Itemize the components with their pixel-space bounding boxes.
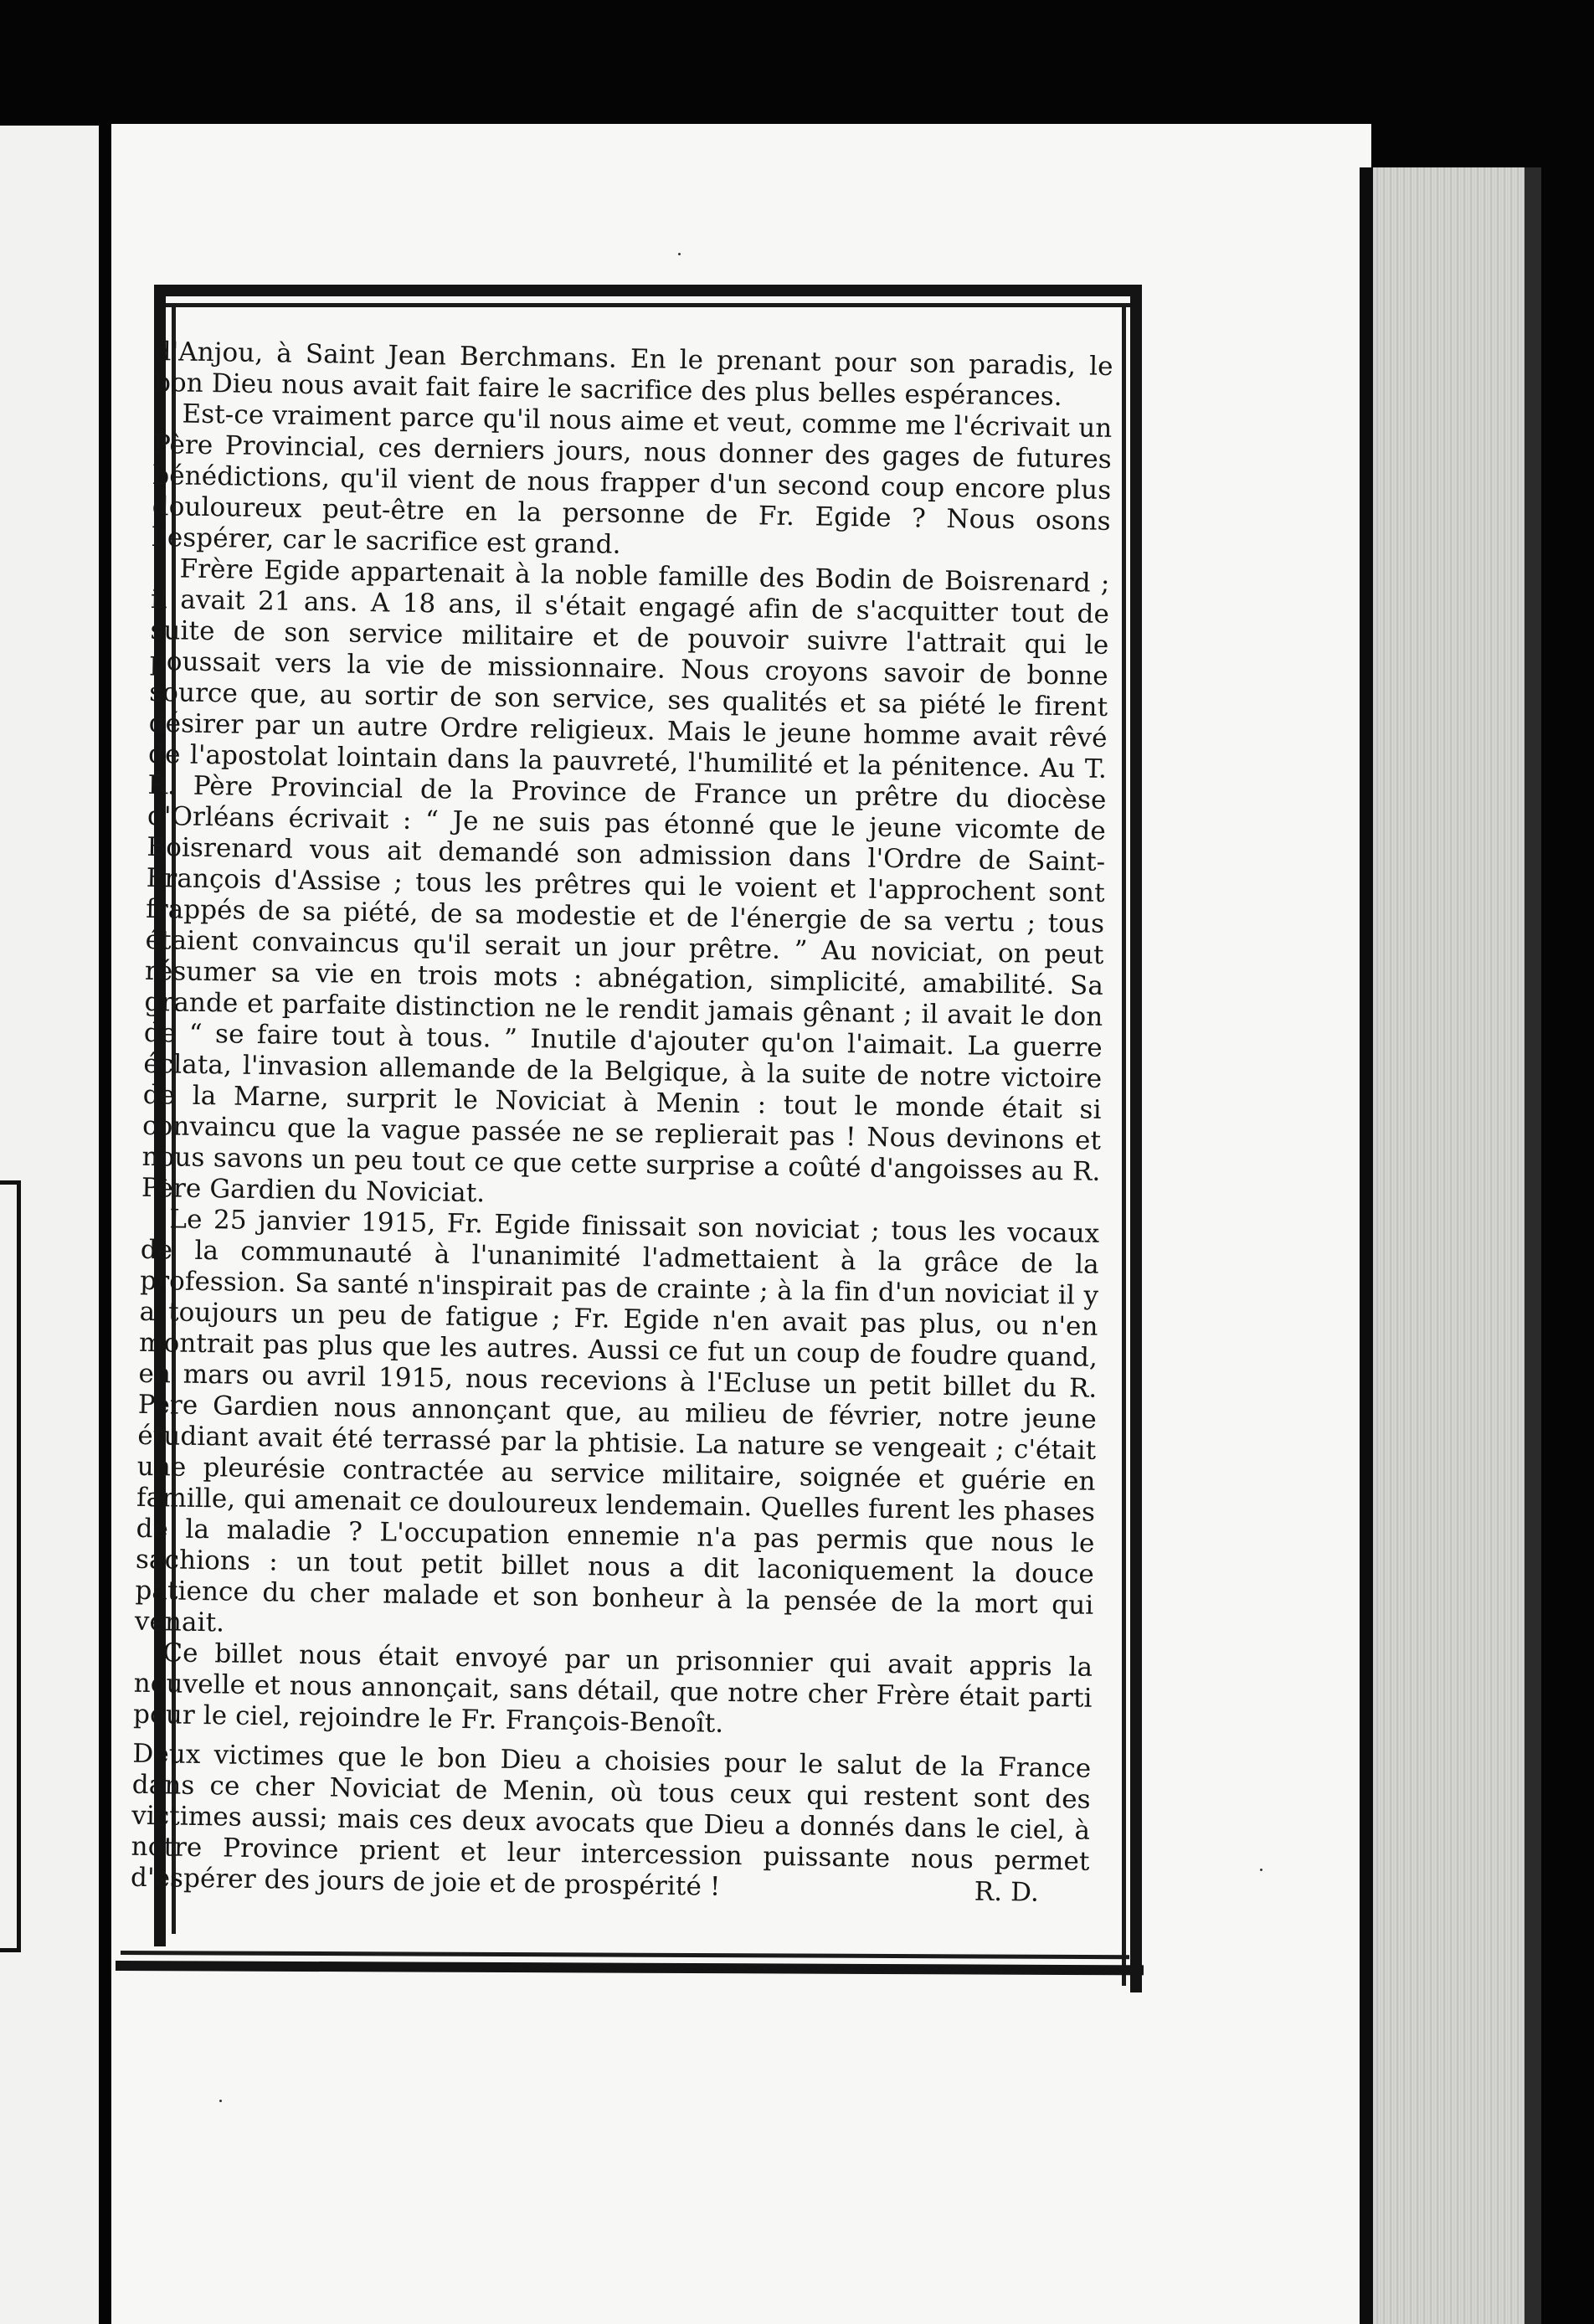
paragraph: Frère Egide appartenait à la noble famille des Bodin de Boisrenard ; il avait 21 ans. A 18 ans, il s'était engagé afin de s'acquitter tout de suite de son service militaire et de pouvoir suivre l'attrait qui le poussait vers la vie de missionnaire. Nous croyons savoir de bonne source que, au sortir de son service, ses qualités et sa piété le firent désirer par un autre Ordre religieux. Mais le jeune homme avait rêvé de l'apostolat lointain dans la pauvreté, l'humilité et la pénitence. Au T. R. Père Provincial de la Province de France un prêtre du diocèse d'Orléans écrivait : “ Je ne suis pas étonné que le jeune vicomte de Boisrenard vous ait demandé son admission dans l'Ordre de Saint-François d'Assise ; tous les prêtres qui le voient et l'approchent sont frappés de sa piété, de sa modestie et de l'énergie de sa vertu ; tous étaient convaincus qu'il serait un jour prêtre. ” Au noviciat, on peut résumer sa vie en trois mots : abnégation, simplicité, amabilité. Sa grande et parfaite distinction ne le rendit jamais gênant ; il avait le don de “ se faire tout à tous. ” Inutile d'ajouter qu'on l'aimait. La guerre éclata, l'invasion allemande de la Belgique, à la suite de notre victoire de la Marne, surprit le Noviciat à Menin : tout le monde était si convaincu que la vague passée ne se replierait pas ! Nous devinons et nous savons un peu tout ce que cette surprise a coûté d'angoisses au R. Père Gardien du Noviciat.	[141, 553, 1110, 1209]
frame-top-rule	[154, 285, 1142, 296]
frame-top-inner-rule	[159, 303, 1137, 307]
paragraph: Ce billet nous était envoyé par un prisonnier qui avait appris la nouvelle et nous annonçait, sans détail, que notre cher Frère était parti pour le ciel, rejoindre le Fr. François-Benoît.	[132, 1638, 1093, 1739]
facing-page-frame	[0, 1180, 21, 1952]
paragraph: d'Anjou, à Saint Jean Berchmans. En le prenant pour son paradis, le bon Dieu nous avait fait faire le sacrifice des plus belles espérances.	[153, 337, 1113, 413]
closing-paragraph: Deux victimes que le bon Dieu a choisies pour le salut de la France dans ce cher Noviciat de Menin, où tous ceux qui restent sont des victimes aussi; mais ces deux avocats que Dieu a donnés dans le ciel, à notre Province prient et leur intercession puissante nous permet d'espérer des jours de joie et de prospérité !	[130, 1738, 1092, 1902]
scan-speck	[678, 253, 681, 255]
signature-initials: R. D.	[974, 1876, 1040, 1908]
page-block-edge	[1373, 167, 1525, 2324]
frame-right-rule	[1130, 285, 1142, 1992]
paragraph: Le 25 janvier 1915, Fr. Egide finissait son noviciat ; tous les vocaux de la communauté à l'unanimité l'admettaient à la grâce de la profession. Sa santé n'inspirait pas de crainte ; à la fin d'un noviciat il y a toujours un peu de fatigue ; Fr. Egide n'en avait pas plus, ou n'en montrait pas plus que les autres. Aussi ce fut un coup de foudre quand, en mars ou avril 1915, nous recevions à l'Ecluse un petit billet du R. Père Gardien nous annonçant que, au milieu de février, notre jeune étudiant avait été terrassé par la phtisie. La nature se vengeait ; c'était une pleurésie contractée au service militaire, soignée et guérie en famille, qui amenait ce douloureux lendemain. Quelles furent les phases de la maladie ? L'occupation ennemie n'a pas permis que nous le sachions : un tout petit billet nous a dit laconiquement la douce patience du cher malade et son bonheur à la pensée de la mort qui venait.	[134, 1204, 1100, 1638]
article-text	[131, 337, 1113, 1910]
scan-speck	[219, 2100, 222, 2102]
frame-right-inner-rule	[1122, 303, 1126, 1986]
facing-page	[0, 126, 99, 2324]
scan-speck	[1260, 1869, 1262, 1871]
paragraph: Est-ce vraiment parce qu'il nous aime et veut, comme me l'écrivait un Père Provincial, ces derniers jours, nous donner des gages de futures bénédictions, qu'il vient de nous frapper d'un second coup encore plus douloureux peut-être en la personne de Fr. Egide ? Nous osons l'espérer, car le sacrifice est grand.	[151, 398, 1113, 560]
frame-bottom-inner-rule	[121, 1951, 1129, 1959]
page-block-shadow	[1525, 167, 1541, 2324]
